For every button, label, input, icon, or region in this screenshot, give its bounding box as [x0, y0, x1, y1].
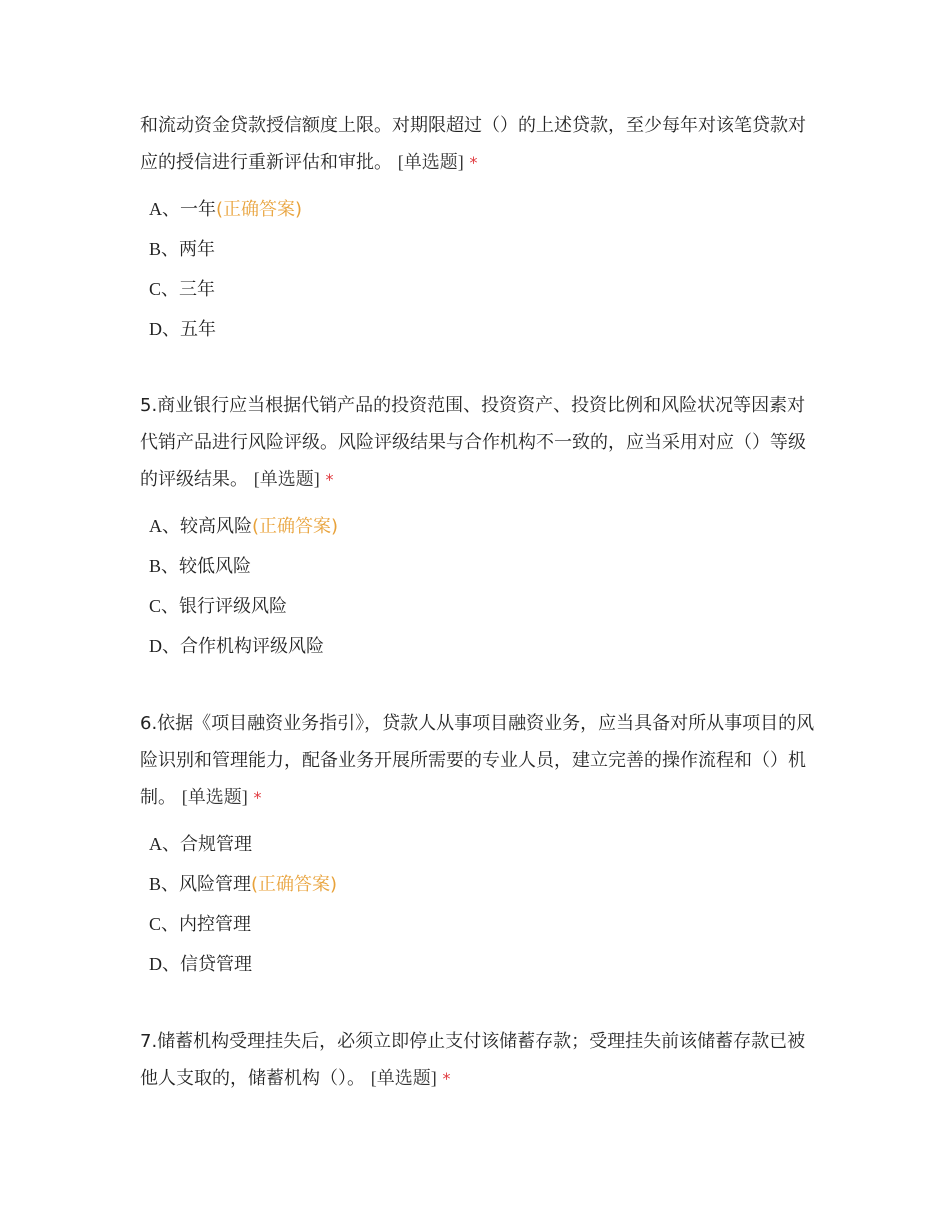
option-d[interactable]: D、信贷管理	[149, 954, 252, 975]
required-mark: *	[469, 153, 478, 172]
option-b[interactable]: B、较低风险	[149, 556, 252, 577]
option-c[interactable]: C、银行评级风险	[149, 596, 288, 617]
option-c[interactable]: C、三年	[149, 279, 216, 300]
option-list	[140, 506, 820, 666]
correct-answer-note: (正确答案)	[251, 874, 338, 895]
question-6	[140, 705, 820, 984]
question-text	[140, 107, 820, 181]
question-type-tag: [单选题]	[397, 152, 464, 172]
question-type-tag: [单选题]	[370, 1068, 437, 1088]
question-text	[140, 387, 820, 498]
question-text	[140, 1023, 820, 1097]
option-list	[140, 189, 820, 349]
required-mark: *	[253, 788, 262, 807]
question-stem: 5.商业银行应当根据代销产品的投资范围、投资资产、投资比例和风险状况等因素对代销产品进行风险评级。风险评级结果与合作机构不一致的，应当采用对应（）等级的评级结果。	[140, 395, 806, 490]
question-stem: 6.依据《项目融资业务指引》，贷款人从事项目融资业务，应当具备对所从事项目的风险识别和管理能力，配备业务开展所需要的专业人员，建立完善的操作流程和（）机制。	[140, 713, 815, 808]
option-d[interactable]: D、五年	[149, 319, 216, 340]
required-mark: *	[325, 470, 334, 489]
question-4	[140, 107, 820, 349]
required-mark: *	[442, 1069, 451, 1088]
option-b[interactable]: B、风险管理(正确答案)	[149, 874, 338, 895]
option-b[interactable]: B、两年	[149, 239, 216, 260]
question-text	[140, 705, 820, 816]
question-stem: 和流动资金贷款授信额度上限。对期限超过（）的上述贷款，至少每年对该笔贷款对应的授信进行重新评估和审批。	[140, 115, 806, 173]
correct-answer-note: (正确答案)	[252, 516, 339, 537]
question-type-tag: [单选题]	[253, 469, 320, 489]
question-7	[140, 1023, 820, 1097]
option-list	[140, 824, 820, 984]
option-a[interactable]: A、较高风险(正确答案)	[149, 516, 339, 537]
question-5	[140, 387, 820, 666]
question-type-tag: [单选题]	[181, 787, 248, 807]
question-stem: 7.储蓄机构受理挂失后，必须立即停止支付该储蓄存款；受理挂失前该储蓄存款已被他人支取的，储蓄机构（）。	[140, 1031, 806, 1089]
option-a[interactable]: A、一年(正确答案)	[149, 199, 303, 220]
correct-answer-note: (正确答案)	[216, 199, 303, 220]
option-c[interactable]: C、内控管理	[149, 914, 252, 935]
option-a[interactable]: A、合规管理	[149, 834, 252, 855]
option-d[interactable]: D、合作机构评级风险	[149, 636, 324, 657]
